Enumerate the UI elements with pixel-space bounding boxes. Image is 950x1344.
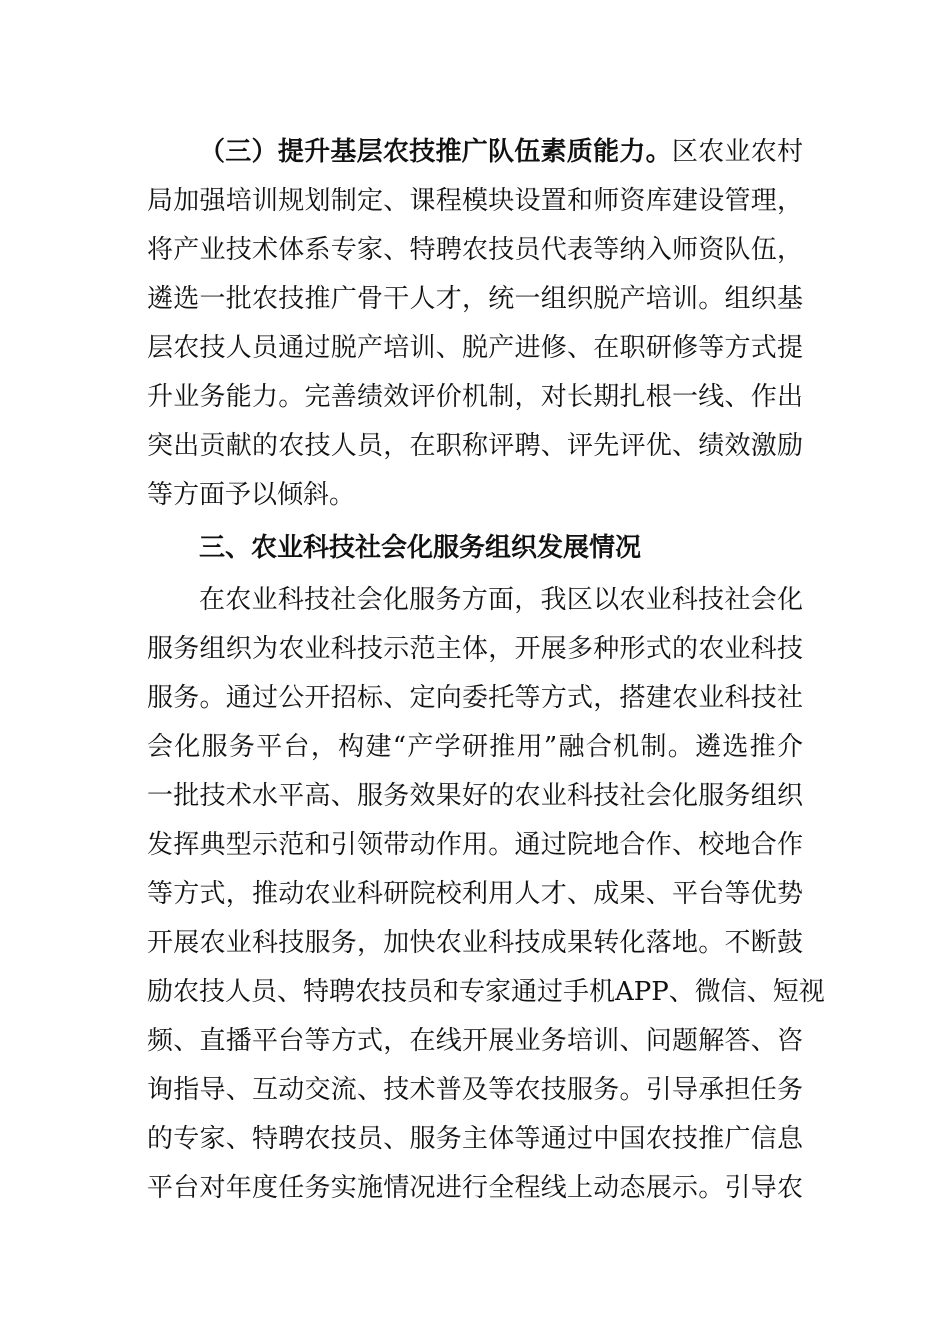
chapter3-paragraph-line-5: 一批技术水平高、服务效果好的农业科技社会化服务组织 <box>147 781 803 811</box>
section3-line-1-text: 区农业农村 <box>671 137 803 167</box>
section3-paragraph-line-7: 突出贡献的农技人员，在职称评聘、评先评优、绩效激励 <box>147 431 803 461</box>
chapter3-paragraph-line-11: 询指导、互动交流、技术普及等农技服务。引导承担任务 <box>147 1075 803 1105</box>
chapter3-heading: 三、农业科技社会化服务组织发展情况 <box>199 533 642 563</box>
section3-paragraph-line-6: 升业务能力。完善绩效评价机制，对长期扎根一线、作出 <box>147 382 803 412</box>
chapter3-paragraph-line-10: 频、直播平台等方式，在线开展业务培训、问题解答、咨 <box>147 1026 803 1056</box>
chapter3-paragraph-line-4: 会化服务平台，构建“产学研推用”融合机制。遴选推介 <box>147 732 803 762</box>
chapter3-paragraph-line-12: 的专家、特聘农技员、服务主体等通过中国农技推广信息 <box>147 1124 803 1154</box>
chapter3-paragraph-line-7: 等方式，推动农业科研院校利用人才、成果、平台等优势 <box>147 879 803 909</box>
section3-paragraph-line-5: 层农技人员通过脱产培训、脱产进修、在职研修等方式提 <box>147 333 803 363</box>
section3-heading: （三）提升基层农技推广队伍素质能力。 <box>199 137 672 167</box>
chapter3-paragraph-line-9: 励农技人员、特聘农技员和专家通过手机APP、微信、短视 <box>147 977 825 1007</box>
section3-paragraph-line-3: 将产业技术体系专家、特聘农技员代表等纳入师资队伍， <box>147 235 803 265</box>
chapter3-paragraph-line-2: 服务组织为农业科技示范主体，开展多种形式的农业科技 <box>147 634 803 664</box>
chapter3-paragraph-line-6: 发挥典型示范和引领带动作用。通过院地合作、校地合作 <box>147 830 803 860</box>
chapter3-paragraph-line-3: 服务。通过公开招标、定向委托等方式，搭建农业科技社 <box>147 683 803 713</box>
chapter3-paragraph-line-8: 开展农业科技服务，加快农业科技成果转化落地。不断鼓 <box>147 928 803 958</box>
section3-paragraph-line-1 <box>199 130 803 174</box>
section3-paragraph-line-4: 遴选一批农技推广骨干人才，统一组织脱产培训。组织基 <box>147 284 803 314</box>
section3-paragraph-line-8: 等方面予以倾斜。 <box>147 480 356 510</box>
chapter3-paragraph-line-1: 在农业科技社会化服务方面，我区以农业科技社会化 <box>199 585 803 615</box>
section3-paragraph-line-2: 局加强培训规划制定、课程模块设置和师资库建设管理， <box>147 186 803 216</box>
chapter3-paragraph-line-13: 平台对年度任务实施情况进行全程线上动态展示。引导农 <box>147 1173 803 1203</box>
